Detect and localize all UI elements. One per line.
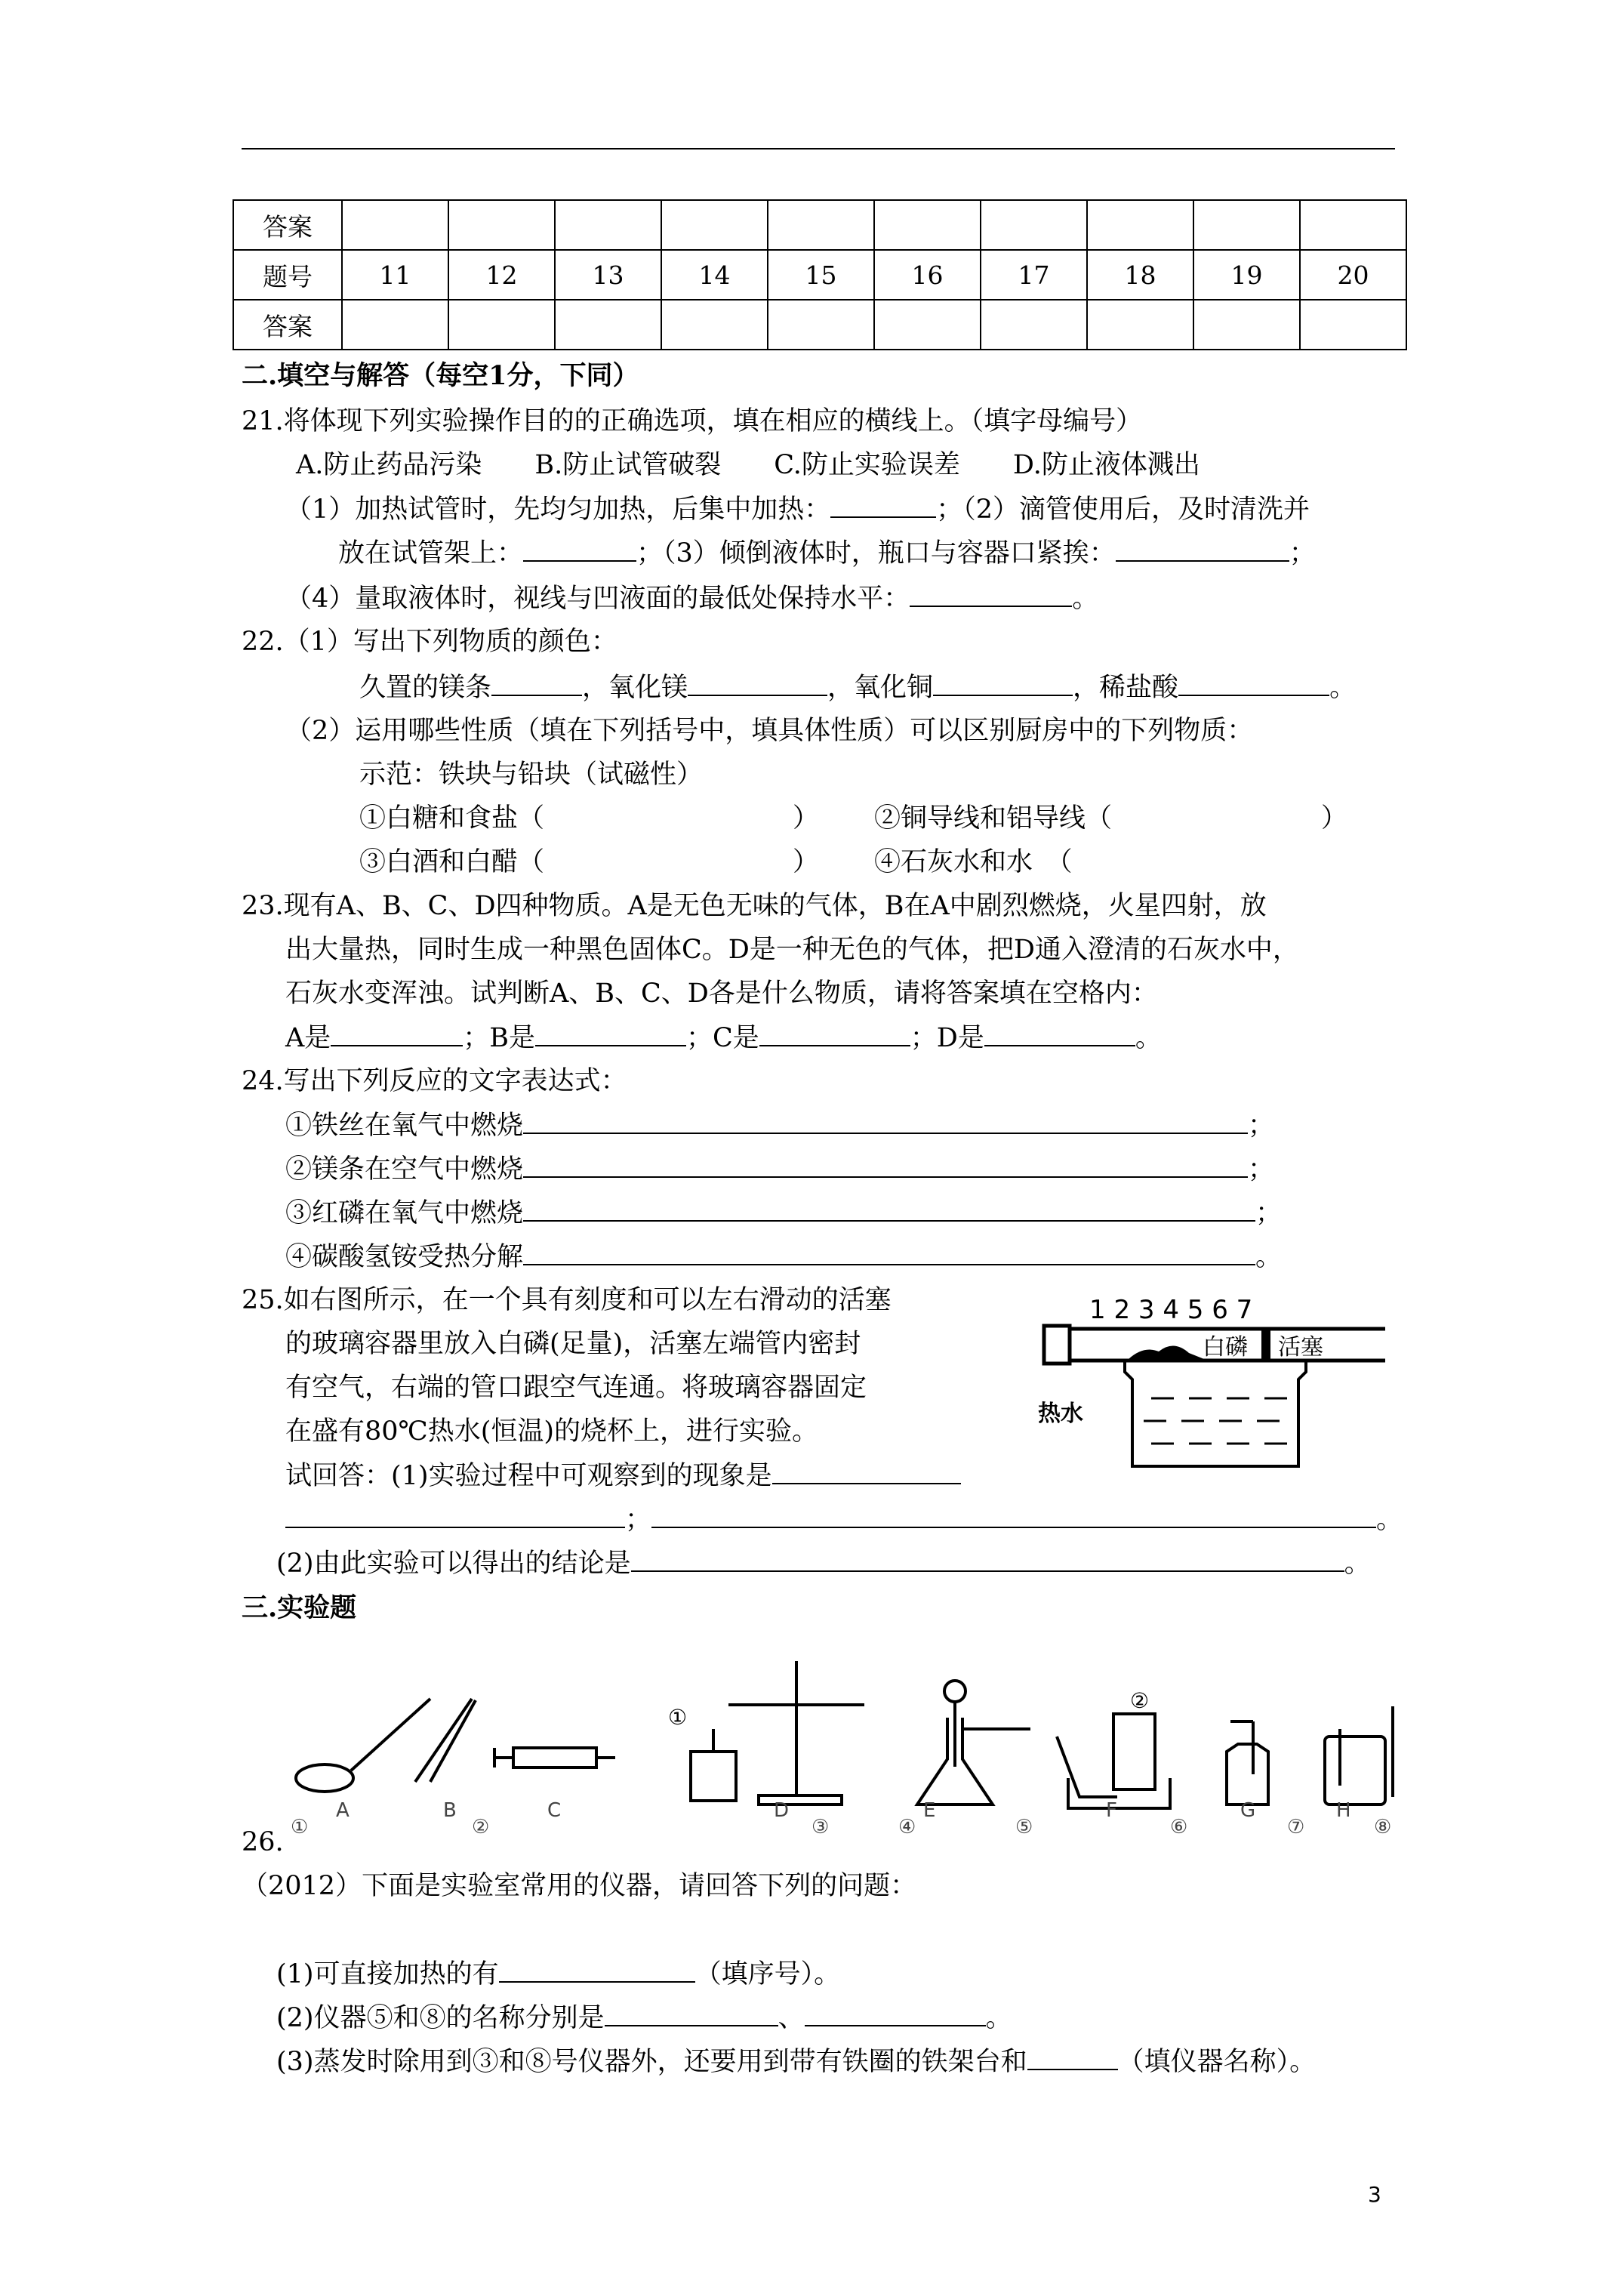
question-number: 17: [981, 250, 1087, 300]
q24-stem: 24.写出下列反应的文字表达式：: [242, 1066, 627, 1096]
fig-inner-label: ②: [1130, 1688, 1150, 1713]
q23-line2: 出大量热，同时生成一种黑色固体C。D是一种无色的气体，把D通入澄清的石灰水中，: [285, 935, 1299, 965]
row-label: 答案: [233, 300, 342, 350]
fig-number: ⑤: [1015, 1816, 1033, 1835]
lab-apparatus-figure: [291, 1646, 1404, 1835]
fig-label-phosphorus: 白磷: [1203, 1334, 1248, 1361]
q26-sub1: (1)可直接加热的有 （填序号）。: [276, 1959, 841, 1989]
fig-label-piston: 活塞: [1278, 1334, 1323, 1361]
row-label: 题号: [233, 250, 342, 300]
q22-part2: （2）运用哪些性质（填在下列括号中，填具体性质）可以区别厨房中的下列物质：: [285, 716, 1254, 746]
q23-line1: 23.现有A、B、C、D四种物质。A是无色无味的气体，B在A中剧烈燃烧，火星四射，放: [242, 891, 1267, 921]
q25-line5: 试回答：(1)实验过程中可观察到的现象是: [285, 1460, 961, 1491]
q24-r3: ③红磷在氧气中燃烧 ；: [285, 1198, 1283, 1228]
section-title: 二.填空与解答（每空1分，下同）: [242, 360, 639, 391]
fig-letter: D: [774, 1799, 790, 1822]
fig-label-water: 热水: [1038, 1401, 1083, 1427]
fig-number: ①: [291, 1816, 309, 1835]
header-rule: [242, 148, 1395, 149]
q21-line1: （1）加热试管时，先均匀加热，后集中加热： ；（2）滴管使用后，及时清洗并: [285, 495, 1310, 525]
q26-stem: （2012）下面是实验室常用的仪器，请回答下列的问题：: [242, 1871, 917, 1901]
fig-letter: G: [1240, 1799, 1256, 1822]
fig-letter: C: [547, 1799, 562, 1822]
q21-options: A.防止药品污染 B.防止试管破裂 C.防止实验误差 D.防止液体溅出: [296, 450, 1200, 480]
fig-number: ⑥: [1170, 1816, 1188, 1835]
q25-line3: 有空气，右端的管口跟空气连通。将玻璃容器固定: [285, 1373, 867, 1403]
table-row: [233, 250, 1406, 300]
fig-letter: H: [1336, 1799, 1351, 1822]
fig-letter: F: [1106, 1799, 1117, 1822]
question-number: 15: [768, 250, 874, 300]
q22-item3: ③白酒和白醋（: [359, 847, 545, 877]
q25-line7: (2)由此实验可以得出的结论是 。: [276, 1549, 1371, 1579]
q22-item3-close: ）: [793, 847, 820, 877]
table-row: [233, 300, 1406, 350]
q26-sub2: (2)仪器⑤和⑧的名称分别是 、 。: [276, 2003, 1012, 2033]
q23-answers: A是 ；B是 ；C是 ；D是 。: [285, 1023, 1162, 1053]
q25-line1: 25.如右图所示，在一个具有刻度和可以左右滑动的活塞: [242, 1285, 892, 1315]
q26-sub3: (3)蒸发时除用到③和⑧号仪器外，还要用到带有铁圈的铁架台和 （填仪器名称）。: [276, 2047, 1317, 2077]
fig-scale: 1 2 3 4 5 6 7: [1089, 1295, 1253, 1325]
q22-stem: 22.（1）写出下列物质的颜色：: [242, 627, 617, 657]
q22-item1-close: ）: [793, 803, 820, 834]
q22-item1: ①白糖和食盐（: [359, 803, 545, 834]
fig-number: ⑦: [1287, 1816, 1305, 1835]
q21-line2: 放在试管架上： ；（3）倾倒液体时，瓶口与容器口紧挨： ；: [338, 538, 1316, 569]
phosphorus-apparatus-figure: [1038, 1293, 1393, 1474]
question-number: 20: [1300, 250, 1406, 300]
q26-number: 26.: [242, 1827, 284, 1857]
q25-line2: 的玻璃容器里放入白磷(足量)，活塞左端管内密封: [285, 1329, 861, 1359]
q24-r4: ④碳酸氢铵受热分解 。: [285, 1242, 1283, 1272]
q22-item2-close: ）: [1321, 803, 1348, 834]
fig-letter: B: [443, 1799, 457, 1822]
fig-number: ③: [812, 1816, 830, 1835]
q22-item4: ④石灰水和水 （: [874, 847, 1073, 877]
page-number: 3: [1368, 2182, 1381, 2207]
q22-colors: 久置的镁条 ，氧化镁 ，氧化铜 ，稀盐酸 。: [359, 673, 1357, 703]
q21-line3: （4）量取液体时，视线与凹液面的最低处保持水平： 。: [285, 584, 1099, 614]
fig-number: ④: [898, 1816, 916, 1835]
fig-number: ⑧: [1374, 1816, 1392, 1835]
q25-line4: 在盛有80℃热水(恒温)的烧杯上，进行实验。: [285, 1416, 819, 1447]
fig-number: ②: [472, 1816, 490, 1835]
question-number: 18: [1087, 250, 1193, 300]
question-number: 12: [448, 250, 555, 300]
fig-letter: A: [336, 1799, 350, 1822]
question-number: 16: [874, 250, 981, 300]
row-label: 答案: [233, 200, 342, 250]
q24-r2: ②镁条在空气中燃烧 ；: [285, 1154, 1275, 1185]
q21-stem: 21.将体现下列实验操作目的的正确选项，填在相应的横线上。（填字母编号）: [242, 406, 1143, 436]
question-number: 11: [342, 250, 448, 300]
q25-line6: ； 。: [285, 1504, 1403, 1535]
fig-inner-label: ①: [668, 1705, 688, 1730]
q23-line3: 石灰水变浑浊。试判断A、B、C、D各是什么物质，请将答案填在空格内：: [285, 978, 1158, 1009]
question-number: 14: [661, 250, 768, 300]
fig-letter: E: [923, 1799, 936, 1822]
table-row: [233, 200, 1406, 250]
question-number: 13: [555, 250, 661, 300]
section-title: 三.实验题: [242, 1592, 357, 1623]
question-number: 19: [1193, 250, 1300, 300]
q22-example: 示范：铁块与铅块（试磁性）: [359, 760, 704, 790]
q22-item2: ②铜导线和铝导线（: [874, 803, 1113, 834]
q24-r1: ①铁丝在氧气中燃烧 ；: [285, 1111, 1275, 1141]
answer-table: [233, 199, 1407, 350]
